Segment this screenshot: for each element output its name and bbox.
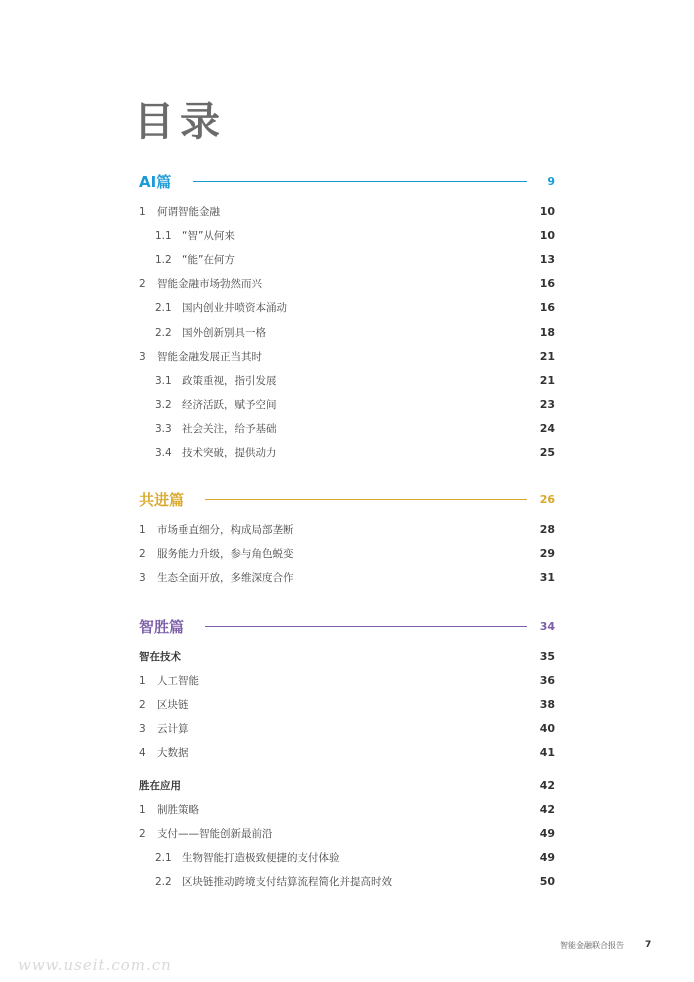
toc-entry-number: 1 — [139, 675, 146, 688]
toc-entry-page: 49 — [539, 826, 555, 840]
toc-entry-label: 国外创新别具一格 — [182, 326, 266, 339]
toc-section-heading[interactable] — [139, 615, 555, 639]
toc-entry[interactable] — [139, 824, 555, 844]
toc-entry[interactable] — [139, 226, 555, 246]
toc-entry-label: 区块链推动跨境支付结算流程简化并提高时效 — [182, 875, 392, 888]
toc-entry[interactable] — [139, 250, 555, 270]
toc-entry[interactable] — [139, 395, 555, 415]
toc-entry-page: 29 — [539, 547, 555, 561]
toc-entry-number: 3.3 — [155, 422, 172, 435]
toc-section-heading[interactable] — [139, 170, 555, 194]
section-rule — [205, 499, 527, 500]
toc-entry-number: 3.4 — [155, 447, 172, 459]
toc-entry[interactable] — [139, 371, 555, 391]
toc-entry-label: 社会关注，给予基础 — [182, 422, 277, 435]
watermark: www.useit.com.cn — [18, 956, 172, 974]
section-rule — [205, 626, 527, 627]
toc-entry-page: 16 — [539, 301, 555, 315]
toc-entry-number: 3.1 — [155, 374, 172, 387]
toc-entry-number: 2 — [139, 548, 146, 561]
toc-entry[interactable] — [139, 202, 555, 222]
subsection-page: 35 — [539, 650, 555, 663]
toc-entry-page: 21 — [539, 373, 555, 387]
toc-entry-number: 2.2 — [155, 326, 172, 339]
toc-subsection-heading[interactable] — [139, 647, 555, 667]
toc-entry[interactable] — [139, 671, 555, 691]
subsection-page: 42 — [539, 778, 555, 792]
toc-entry-number: 1 — [139, 524, 146, 536]
toc-entry-page: 50 — [539, 874, 555, 888]
toc-entry-number: 2.1 — [155, 851, 172, 864]
toc-entry[interactable] — [139, 274, 555, 294]
toc-entry-label: 服务能力升级，参与角色蜕变 — [157, 548, 294, 561]
toc-entry-page: 42 — [539, 802, 555, 816]
toc-entry-number: 3 — [139, 723, 146, 736]
toc-entry-label: 制胜策略 — [157, 803, 199, 816]
toc-entry-number: 4 — [139, 747, 146, 760]
section-page: 9 — [547, 175, 555, 188]
toc-entry[interactable] — [139, 419, 555, 439]
toc-entry-page: 24 — [539, 421, 555, 435]
toc-entry-label: “能”在何方 — [182, 254, 235, 267]
toc-entry[interactable] — [139, 743, 555, 763]
toc-entry-label: 经济活跃，赋予空间 — [182, 398, 277, 411]
toc-entry-label: 支付——智能创新最前沿 — [157, 827, 273, 840]
toc-entry-page: 21 — [539, 349, 555, 363]
toc-entry-label: 人工智能 — [157, 675, 199, 688]
section-title: 智胜篇 — [139, 618, 185, 636]
toc-entry-label: 生态全面开放，多维深度合作 — [157, 572, 294, 585]
toc-entry-number: 1 — [139, 206, 146, 218]
toc-entry-page: 10 — [539, 205, 555, 218]
toc-entry-label: 国内创业井喷资本涌动 — [182, 302, 287, 315]
toc-entry-page: 40 — [539, 722, 555, 736]
toc-entry-page: 10 — [539, 229, 555, 243]
toc-entry-label: 智能金融发展正当其时 — [157, 350, 262, 363]
toc-entry-number: 2 — [139, 827, 146, 840]
toc-entry-label: 大数据 — [157, 747, 189, 760]
toc-entry-page: 23 — [539, 397, 555, 411]
toc-entry[interactable] — [139, 347, 555, 367]
toc-entry-page: 38 — [539, 698, 555, 712]
section-rule — [193, 181, 527, 182]
toc-entry[interactable] — [139, 544, 555, 564]
toc-entry-page: 28 — [539, 523, 555, 536]
footer-page-number: 7 — [645, 940, 652, 950]
section-page: 34 — [539, 620, 555, 633]
toc-entry-number: 3 — [139, 572, 146, 585]
subsection-title: 胜在应用 — [139, 779, 181, 792]
toc-entry-label: 市场垂直细分，构成局部垄断 — [157, 524, 294, 536]
toc-entry-label: 政策重视，指引发展 — [182, 374, 277, 387]
toc-entry[interactable] — [139, 323, 555, 343]
toc-entry[interactable] — [139, 695, 555, 715]
subsection-title: 智在技术 — [139, 651, 181, 663]
toc-entry-page: 18 — [539, 325, 555, 339]
section-title: AI篇 — [139, 173, 172, 191]
toc-entry-number: 2.1 — [155, 302, 172, 315]
toc-entry-label: “智”从何来 — [182, 230, 235, 243]
toc-entry-label: 区块链 — [157, 699, 189, 712]
page-title: 目录 — [134, 99, 226, 145]
toc-entry[interactable] — [139, 872, 555, 892]
toc-entry-number: 2.2 — [155, 875, 172, 888]
footer-report-name: 智能金融联合报告 — [560, 941, 624, 950]
toc-entry-label: 云计算 — [157, 723, 189, 736]
toc-section-heading[interactable] — [139, 488, 555, 512]
toc-entry-number: 1.2 — [155, 254, 172, 267]
toc-entry-page: 49 — [539, 850, 555, 864]
toc-entry-number: 1.1 — [155, 230, 172, 243]
section-page: 26 — [539, 493, 555, 506]
toc-entry-number: 2 — [139, 699, 146, 712]
toc-entry-number: 3 — [139, 350, 146, 363]
toc-entry-number: 2 — [139, 278, 146, 291]
toc-entry[interactable] — [139, 520, 555, 540]
toc-entry[interactable] — [139, 298, 555, 318]
toc-entry-number: 1 — [139, 803, 146, 816]
toc-entry-page: 31 — [539, 571, 555, 585]
toc-entry-number: 3.2 — [155, 398, 172, 411]
toc-entry-page: 36 — [539, 674, 555, 688]
toc-entry-page: 16 — [539, 277, 555, 291]
toc-entry[interactable] — [139, 443, 555, 463]
toc-entry[interactable] — [139, 800, 555, 820]
section-title: 共进篇 — [139, 491, 185, 509]
toc-entry-label: 何谓智能金融 — [157, 206, 220, 218]
toc-entry-label: 智能金融市场勃然而兴 — [157, 278, 262, 291]
toc-entry[interactable] — [139, 848, 555, 868]
toc-entry-page: 41 — [539, 746, 555, 760]
toc-entry-page: 13 — [539, 253, 555, 267]
toc-subsection-heading[interactable] — [139, 776, 555, 796]
toc-entry-page: 25 — [539, 446, 555, 459]
toc-entry[interactable] — [139, 719, 555, 739]
toc-entry[interactable] — [139, 568, 555, 588]
toc-entry-label: 技术突破，提供动力 — [182, 447, 277, 459]
toc-entry-label: 生物智能打造极致便捷的支付体验 — [182, 851, 340, 864]
